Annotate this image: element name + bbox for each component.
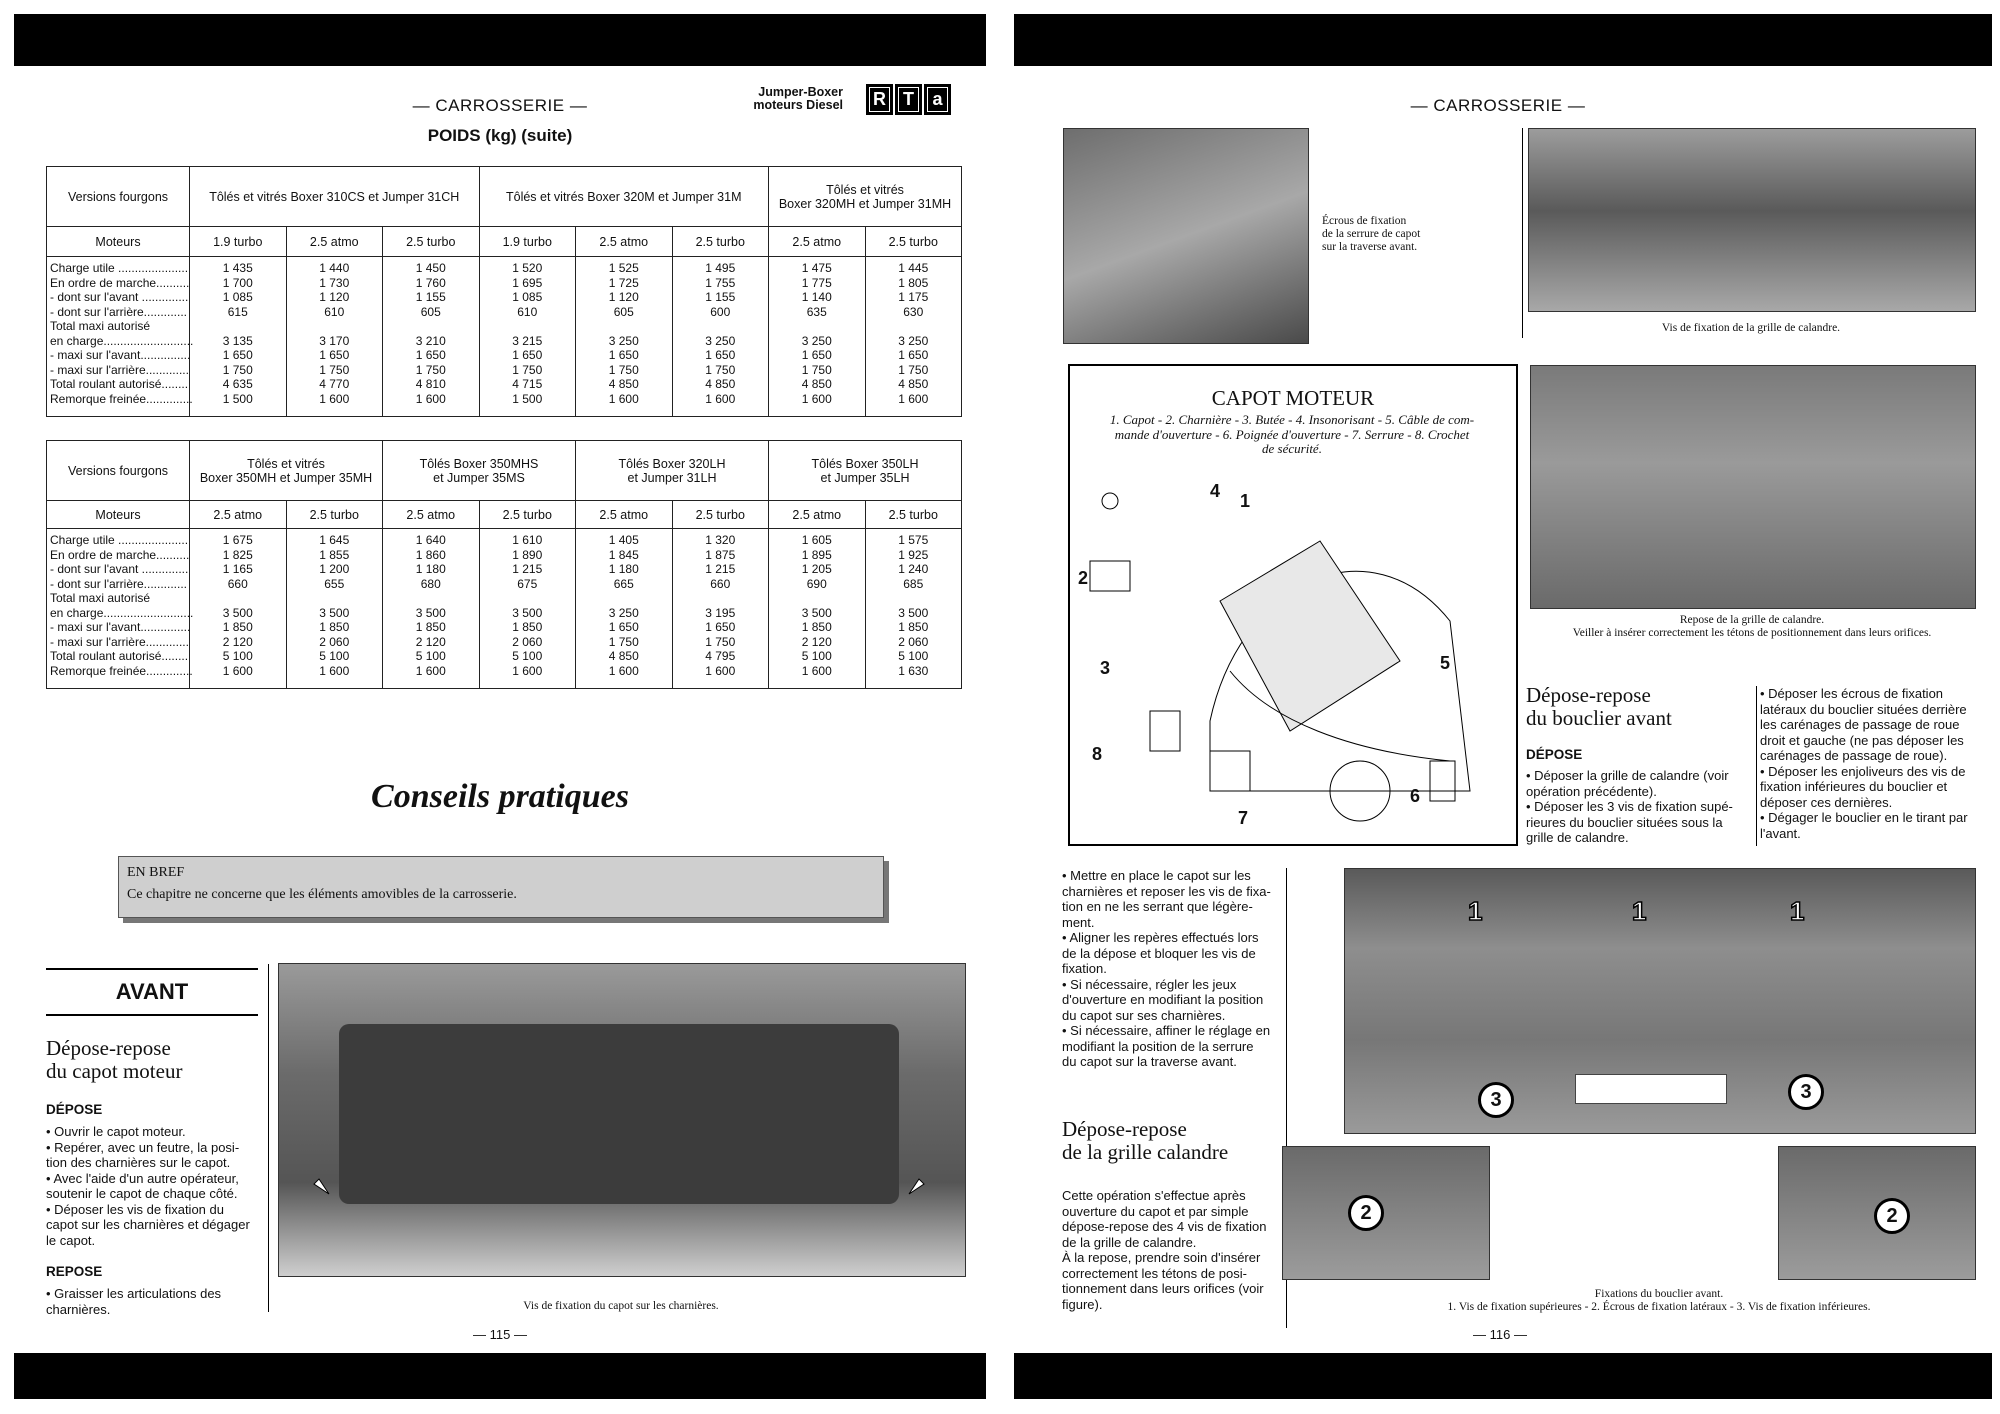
page-number: — 116 — (1473, 1327, 1527, 1342)
caption-grille-repose: Repose de la grille de calandre. Veiller à insérer correctement les tétons de positionnement dans leurs orifices. (1572, 614, 1932, 639)
value-column: 1 645 1 855 1 200 655 3 500 1 850 2 060 5 100 1 600 (286, 529, 383, 689)
depose-text: • Ouvrir le capot moteur. • Repérer, avec un feutre, la posi- tion des charnières sur le capot. • Avec l'aide d'un autre opérateur, soutenir le capot de chaque côté. • Déposer les vis de fixation du capot sur les charnières et dégager le capot. (46, 1124, 250, 1248)
value-column: 1 445 1 805 1 175 630 3 250 1 650 1 750 4 850 1 600 (865, 257, 962, 417)
column-rule (268, 964, 269, 1312)
page-title: POIDS (kg) (suite) (427, 126, 573, 145)
table-group-header: Tôlés et vitrés Boxer 320M et Jumper 31M (479, 167, 769, 227)
hood-hinges-photo (278, 963, 966, 1277)
motor-header: 2.5 turbo (865, 227, 962, 257)
column-rule (1522, 128, 1523, 338)
diagram-label: 4 (1210, 481, 1221, 501)
motor-header: 2.5 turbo (672, 501, 769, 529)
motor-header: 1.9 turbo (190, 227, 287, 257)
brand-line-2: moteurs Diesel (753, 98, 843, 112)
avant-heading: AVANT (46, 968, 258, 1016)
caption-grille-screws: Vis de fixation de la grille de calandre. (1661, 322, 1841, 334)
bottom-black-band (14, 1353, 986, 1399)
motor-header: 2.5 atmo (383, 501, 480, 529)
weights-table-2 (46, 440, 962, 689)
en-bref-text: Ce chapitre ne concerne que les éléments amovibles de la carrosserie. (127, 887, 517, 902)
motor-header: 2.5 atmo (286, 227, 383, 257)
grille-screws-photo (1528, 128, 1976, 312)
top-black-band (1014, 14, 1992, 66)
bumper-mark: 3 (1788, 1074, 1824, 1110)
motor-header: 2.5 atmo (190, 501, 287, 529)
arrow-icon (279, 964, 965, 1276)
motor-header: 2.5 atmo (769, 227, 866, 257)
diagram-label: 6 (1410, 786, 1421, 806)
brand-label (735, 86, 843, 112)
en-bref-box (118, 856, 884, 918)
conseils-heading: Conseils pratiques (371, 778, 629, 815)
motor-header: 2.5 turbo (383, 227, 480, 257)
motors-label: Moteurs (47, 227, 190, 257)
left-page (0, 0, 992, 1414)
value-column: 1 520 1 695 1 085 610 3 215 1 650 1 750 4 715 1 500 (479, 257, 576, 417)
capot-title: CAPOT MOTEUR (1211, 386, 1375, 410)
bumper-mark: 2 (1348, 1195, 1384, 1231)
diagram-label: 1 (1240, 491, 1251, 511)
bouclier-depose-label: DÉPOSE (1526, 747, 1583, 762)
photo-caption-hood: Vis de fixation du capot sur les charnières. (523, 1300, 719, 1312)
bouclier-text-2: • Déposer les écrous de fixation latéraux du bouclier situées derrière les carénages de passage de roue droit et gauche (ne pas déposer les carénages de passage de roue). • Déposer les enjoliveurs des vis de fixation inférieures du bouclier et déposer ces dernières. • Dégager le bouclier en le tirant par l'avant. (1760, 686, 1968, 841)
diagram-label: 8 (1092, 744, 1103, 764)
value-column: 1 605 1 895 1 205 690 3 500 1 850 2 120 5 100 1 600 (769, 529, 866, 689)
value-column: 1 405 1 845 1 180 665 3 250 1 650 1 750 4 850 1 600 (576, 529, 673, 689)
value-column: 1 640 1 860 1 180 680 3 500 1 850 2 120 5 100 1 600 (383, 529, 480, 689)
table-group-header: Tôlés et vitrés Boxer 310CS et Jumper 31CH (190, 167, 480, 227)
row-labels: Charge utile ..................... En ordre de marche.......... - dont sur l'avant .............. - dont sur l'arrière............. Total maxi autorisé en charge........................... - maxi sur l'avant............... - maxi sur l'arrière............. Total roulant autorisé........ Remorque freinée.............. (47, 529, 190, 689)
en-bref-title: EN BREF (127, 865, 185, 880)
grille-text: Cette opération s'effectue après ouverture du capot et par simple dépose-repose des 4 vis de fixation de la grille de calandre. À la repose, prendre soin d'insérer correctement les tétons de posi- tionnement dans leurs orifices (voir figure). (1062, 1188, 1267, 1312)
capot-repose-text: • Mettre en place le capot sur les charnières et reposer les vis de fixa- tion en ne les serrant que légère- ment. • Aligner les repères effectués lors de la dépose et bloquer les vis de fixation. • Si nécessaire, régler les jeux d'ouverture en modifiant la position du capot sur ses charnières. • Si nécessaire, affiner le réglage en modifiant la position de la serrure du capot sur la traverse avant. (1062, 868, 1271, 1069)
motor-header: 2.5 atmo (576, 227, 673, 257)
bottom-black-band (1014, 1353, 1992, 1399)
motors-label: Moteurs (47, 501, 190, 529)
section-header: — CARROSSERIE — (1410, 96, 1586, 115)
caption-hood-latch: Écrous de fixation de la serrure de capot sur la traverse avant. (1322, 215, 1421, 253)
capot-moteur-diagram-box (1068, 364, 1518, 846)
table-corner-label: Versions fourgons (47, 441, 190, 501)
table-group-header: Tôlés et vitrés Boxer 350MH et Jumper 35MH (190, 441, 383, 501)
right-page (1008, 0, 2000, 1414)
bumper-mark: 2 (1874, 1198, 1910, 1234)
top-black-band (14, 14, 986, 66)
table-group-header: Tôlés Boxer 350LH et Jumper 35LH (769, 441, 962, 501)
motor-header: 2.5 turbo (286, 501, 383, 529)
bouclier-text-1: • Déposer la grille de calandre (voir opération précédente). • Déposer les 3 vis de fixation supé- rieures du bouclier situées sous la grille de calandre. (1526, 768, 1733, 845)
depose-capot-title: Dépose-repose du capot moteur (46, 1036, 183, 1083)
bumper-photo (1344, 868, 1976, 1134)
logo-letter: T (895, 84, 922, 115)
bumper-left-detail-photo (1282, 1146, 1490, 1280)
bumper-mark: 1 (1790, 896, 1805, 926)
weights-table-1 (46, 166, 962, 417)
grille-title: Dépose-repose de la grille calandre (1062, 1117, 1229, 1164)
logo-letter: a (924, 84, 951, 115)
value-column: 1 525 1 725 1 120 605 3 250 1 650 1 750 4 850 1 600 (576, 257, 673, 417)
table-corner-label: Versions fourgons (47, 167, 190, 227)
capot-legend: 1. Capot - 2. Charnière - 3. Butée - 4. Insonorisant - 5. Câble de com- mande d'ouverture - 6. Poignée d'ouverture - 7. Serrure - 8. Crochet de sécurité. (1109, 412, 1475, 456)
grille-repose-photo (1530, 365, 1976, 609)
brand-line-1: Jumper-Boxer (758, 85, 843, 99)
value-column: 1 575 1 925 1 240 685 3 500 1 850 2 060 5 100 1 630 (865, 529, 962, 689)
row-labels: Charge utile ..................... En ordre de marche.......... - dont sur l'avant .............. - dont sur l'arrière............. Total maxi autorisé en charge........................... - maxi sur l'avant............... - maxi sur l'arrière............. Total roulant autorisé........ Remorque freinée.............. (47, 257, 190, 417)
motor-header: 2.5 atmo (576, 501, 673, 529)
bouclier-title: Dépose-repose du bouclier avant (1526, 683, 1672, 730)
repose-label: REPOSE (46, 1264, 103, 1279)
value-column: 1 440 1 730 1 120 610 3 170 1 650 1 750 4 770 1 600 (286, 257, 383, 417)
motor-header: 2.5 atmo (769, 501, 866, 529)
value-column: 1 320 1 875 1 215 660 3 195 1 650 1 750 4 795 1 600 (672, 529, 769, 689)
logo-letter: R (866, 84, 893, 115)
value-column: 1 450 1 760 1 155 605 3 210 1 650 1 750 4 810 1 600 (383, 257, 480, 417)
value-column: 1 675 1 825 1 165 660 3 500 1 850 2 120 5 100 1 600 (190, 529, 287, 689)
diagram-label: 7 (1238, 808, 1249, 828)
bumper-mark: 3 (1478, 1082, 1514, 1118)
depose-label: DÉPOSE (46, 1102, 103, 1117)
table-group-header: Tôlés et vitrés Boxer 320MH et Jumper 31MH (769, 167, 962, 227)
repose-text: • Graisser les articulations des charnières. (46, 1286, 222, 1317)
motor-header: 2.5 turbo (479, 501, 576, 529)
hood-latch-photo (1063, 128, 1309, 344)
table-group-header: Tôlés Boxer 350MHS et Jumper 35MS (383, 441, 576, 501)
motor-header: 2.5 turbo (865, 501, 962, 529)
diagram-label: 3 (1100, 658, 1111, 678)
caption-bumper: Fixations du bouclier avant. 1. Vis de fixation supérieures - 2. Écrous de fixation latéraux - 3. Vis de fixation inférieures. (1447, 1288, 1871, 1313)
rta-logo (866, 84, 951, 115)
bumper-mark: 1 (1468, 896, 1483, 926)
diagram-label: 5 (1440, 653, 1451, 673)
hood-exploded-diagram (1070, 461, 1516, 841)
table-group-header: Tôlés Boxer 320LH et Jumper 31LH (576, 441, 769, 501)
motor-header: 1.9 turbo (479, 227, 576, 257)
page-number: — 115 — (473, 1327, 527, 1342)
bumper-mark: 1 (1632, 896, 1647, 926)
diagram-label: 2 (1078, 568, 1089, 588)
motor-header: 2.5 turbo (672, 227, 769, 257)
section-header: — CARROSSERIE — (412, 96, 588, 115)
license-plate (1575, 1074, 1727, 1104)
value-column: 1 435 1 700 1 085 615 3 135 1 650 1 750 4 635 1 500 (190, 257, 287, 417)
value-column: 1 495 1 755 1 155 600 3 250 1 650 1 750 4 850 1 600 (672, 257, 769, 417)
value-column: 1 610 1 890 1 215 675 3 500 1 850 2 060 5 100 1 600 (479, 529, 576, 689)
value-column: 1 475 1 775 1 140 635 3 250 1 650 1 750 4 850 1 600 (769, 257, 866, 417)
column-rule (1756, 686, 1757, 846)
